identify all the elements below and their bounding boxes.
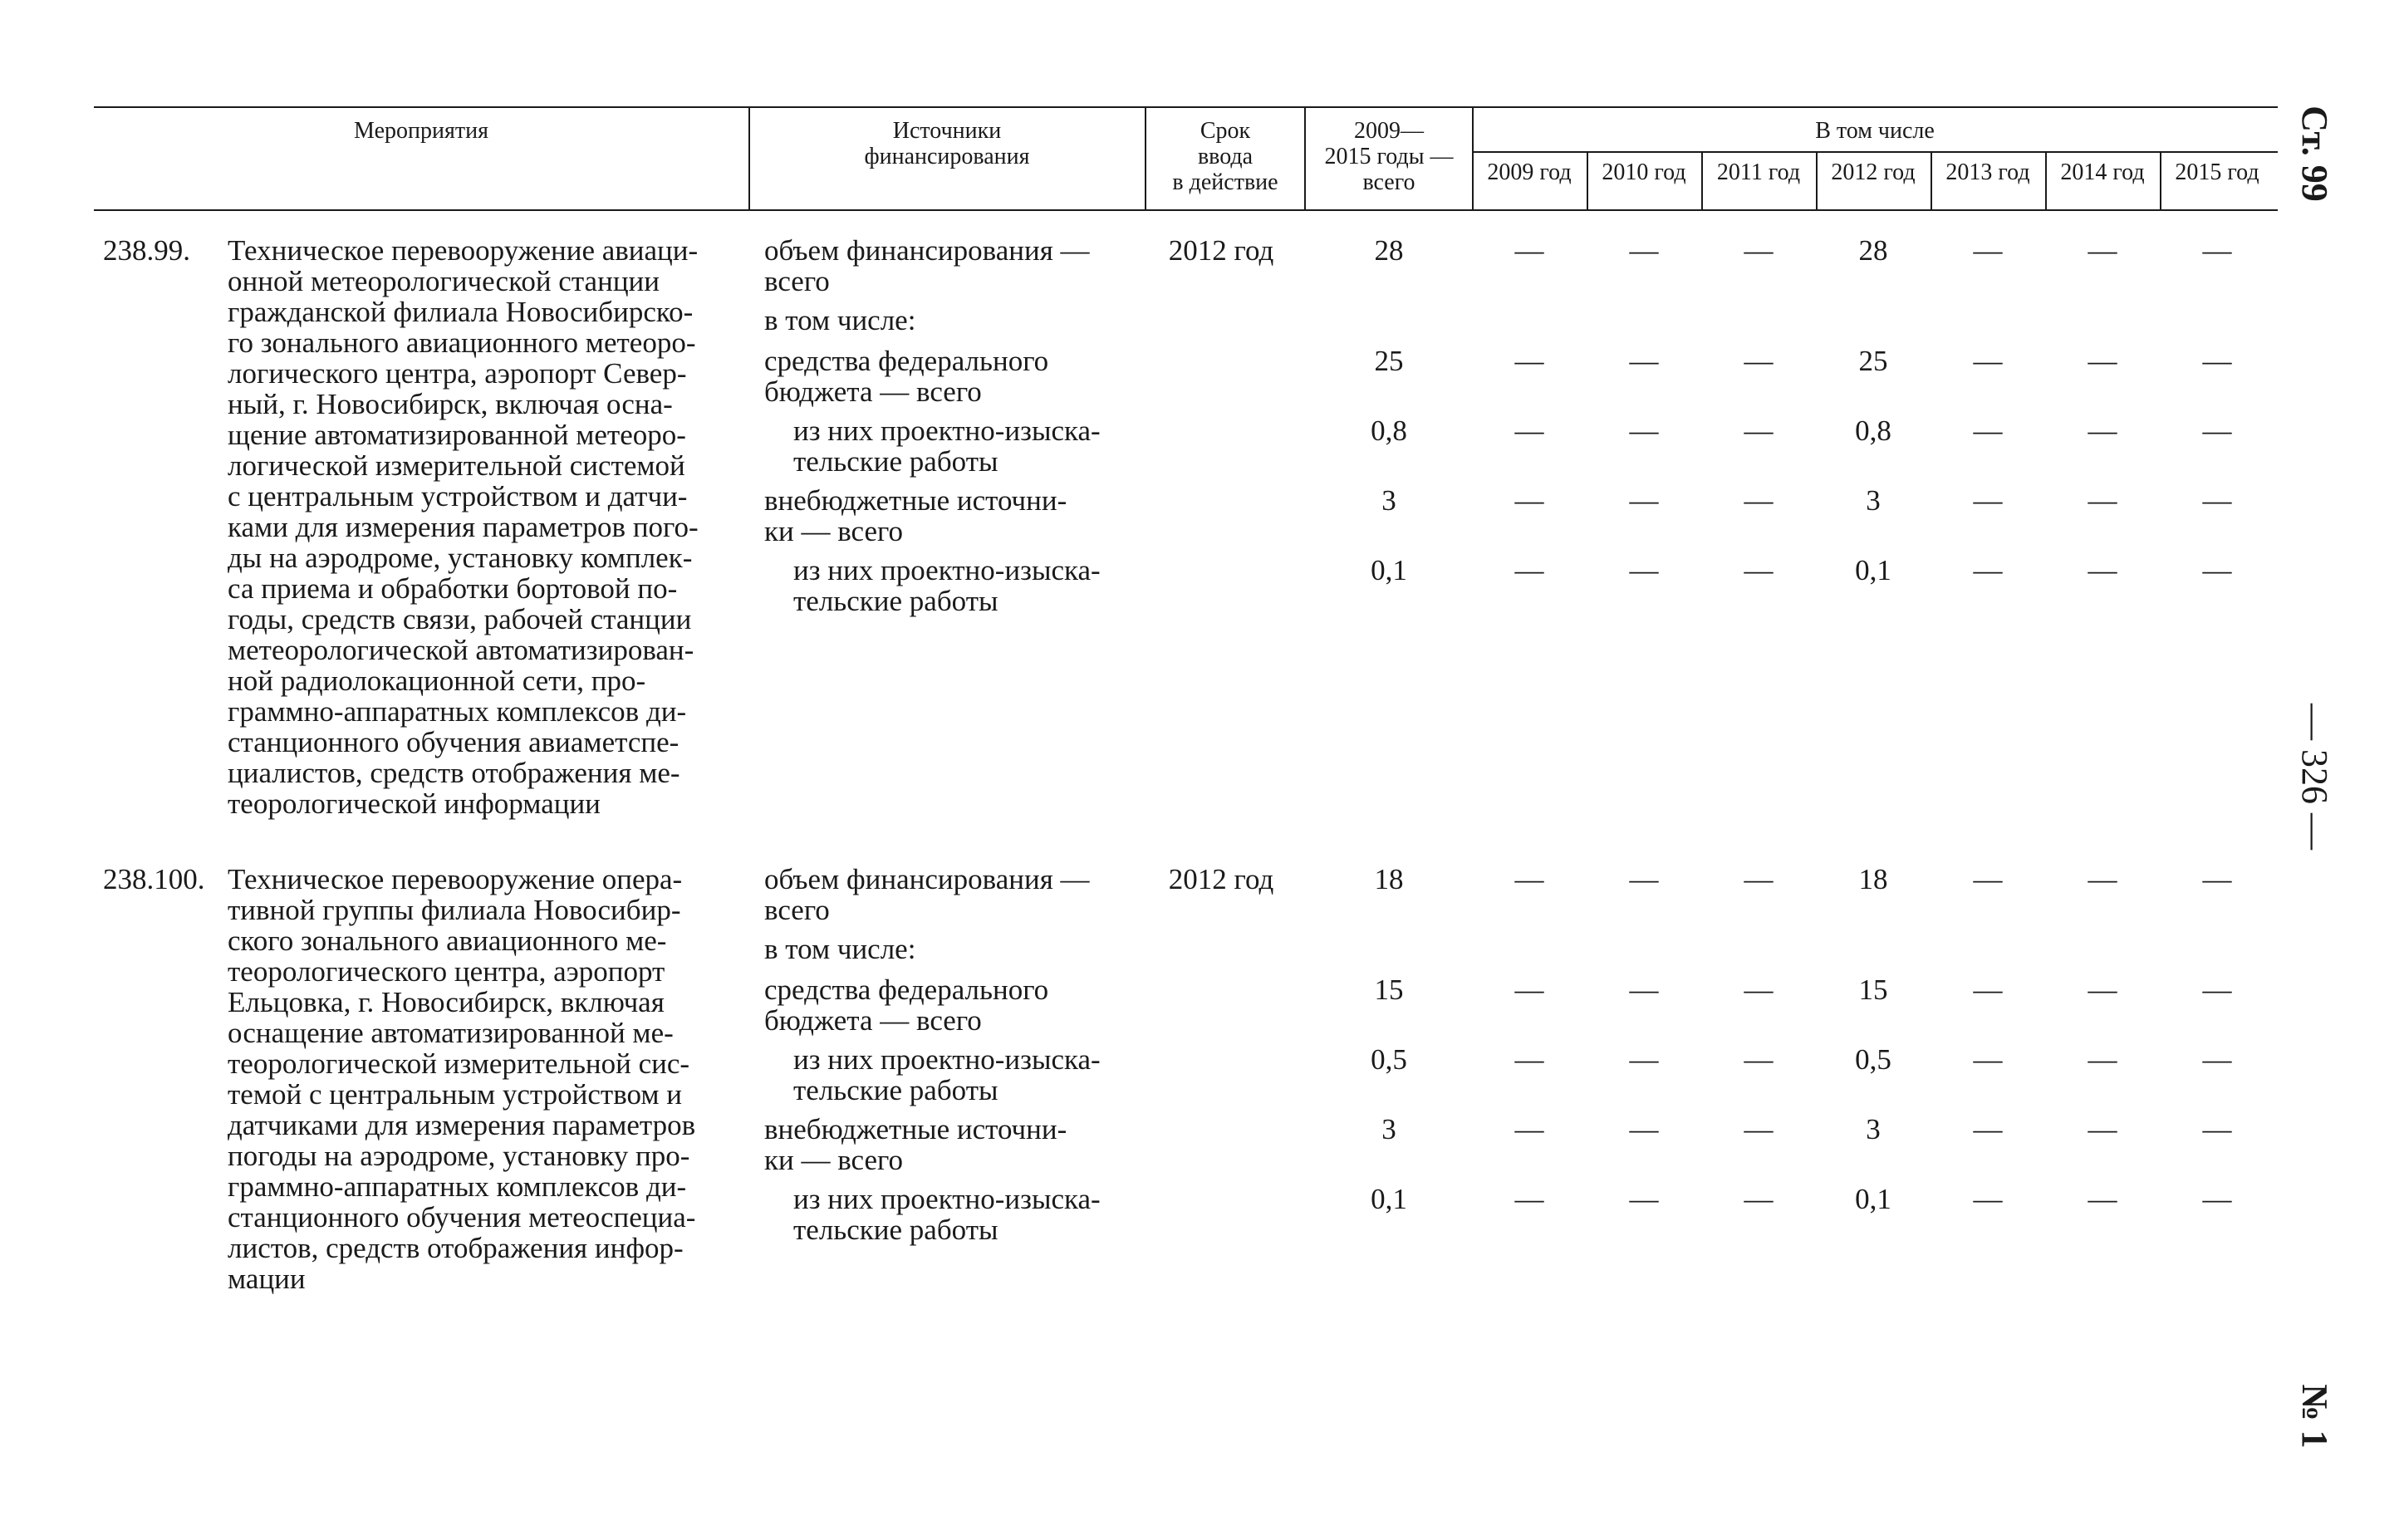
year-value: — [1973,1183,2003,1215]
funding-source: внебюджетные источни- ки — всего [764,1113,1067,1176]
year-value: — [1744,1183,1774,1215]
row-number: 238.99. [103,234,190,267]
year-value: — [2088,1043,2117,1076]
year-value: — [1973,974,2003,1006]
funding-source: из них проектно-изыска- тельские работы [793,554,1101,617]
year-value: — [1744,414,1774,447]
total-value: 25 [1374,345,1404,377]
year-value: — [1629,484,1659,517]
year-value: 0,8 [1855,414,1891,447]
year-value: 25 [1858,345,1888,377]
year-value: — [1744,554,1774,586]
article-number: Ст. 99 [2294,105,2335,202]
row-description: Техническое перевооружение авиаци- онной метеорологической станции гражданской филиала Новосибирско- го зонального авиационного метеоро- логического центра, аэропорт Север- ный, г. Новосибирск, включая осна- щение автоматизированной метеоро- логической измерительной системой с центральным устройством и датчи- ками для измерения параметров пого- ды на аэродроме, установку комплек- са приема и обработки бортовой по- годы, средств связи, рабочей станции метеорологической автоматизирован- ной радиолокационной сети, про- граммно-аппаратных комплексов ди- станционного обучения авиаметспе- циалистов, средств отображения ме- теорологической информации [228,234,699,820]
year-value: — [1744,345,1774,377]
year-value: — [1514,484,1544,517]
year-value: — [1514,1113,1544,1145]
total-value: 3 [1381,484,1396,517]
year-value: — [1973,484,2003,517]
year-value: 0,5 [1855,1043,1891,1076]
year-value: — [1629,345,1659,377]
year-value: — [1514,974,1544,1006]
subheader-rule [1472,151,2278,153]
year-value: — [2202,554,2232,586]
total-value: 18 [1374,863,1404,895]
year-value: — [1973,1043,2003,1076]
year-value: 0,1 [1855,1183,1891,1215]
row-description: Техническое перевооружение опера- тивной группы филиала Новосибир- ского зонального авиационного ме- теорологического центра, аэропорт Ельцовка, г. Новосибирск, включая оснащение автоматизированной ме- теорологической измерительной сис- темой с центральным устройством и датчиками для измерения параметров погоды на аэродроме, установку про- граммно-аппаратных комплексов ди- станционного обучения метеоспециа- листов, средств отображения инфор- мации [228,863,696,1295]
total-value: 0,8 [1371,414,1407,447]
header-year: 2014 год [2060,159,2145,185]
header-year: 2009 год [1487,159,1572,185]
year-value: 28 [1858,234,1888,267]
year-value: — [1629,414,1659,447]
year-value: — [2202,1043,2232,1076]
year-value: — [2088,863,2117,895]
total-value: 0,5 [1371,1043,1407,1076]
table-top-rule [94,106,2278,108]
funding-source: из них проектно-изыска- тельские работы [793,1043,1101,1106]
year-value: — [1973,345,2003,377]
year-value: — [2202,345,2232,377]
year-value: — [2088,554,2117,586]
year-value: — [2088,345,2117,377]
total-value: 0,1 [1371,554,1407,586]
year-value: — [2088,974,2117,1006]
year-value: — [2202,863,2232,895]
header-sources: Источники финансирования [864,118,1030,169]
year-value: — [1514,863,1544,895]
header-year: 2013 год [1945,159,2030,185]
row-deadline: 2012 год [1168,234,1274,267]
year-value: — [1629,234,1659,267]
year-value: — [1744,863,1774,895]
year-value: — [2202,1183,2232,1215]
year-value: — [1744,234,1774,267]
year-value: — [2088,414,2117,447]
funding-source: объем финансирования — всего [764,863,1090,926]
total-value: 3 [1381,1113,1396,1145]
funding-source: из них проектно-изыска- тельские работы [793,1183,1101,1246]
funding-source: объем финансирования — всего [764,234,1090,297]
year-value: — [1629,1183,1659,1215]
year-value: — [1629,974,1659,1006]
year-value: — [2202,484,2232,517]
year-value: — [2088,484,2117,517]
year-value: — [1629,863,1659,895]
year-value: 3 [1866,484,1881,517]
year-value: — [2202,414,2232,447]
year-value: 18 [1858,863,1888,895]
year-value: — [1973,863,2003,895]
issue-number: № 1 [2294,1384,2335,1449]
header-including: В том числе [1815,118,1935,144]
year-value: — [2088,1113,2117,1145]
year-value: — [1973,554,2003,586]
funding-source: средства федерального бюджета — всего [764,345,1049,408]
year-value: — [1744,974,1774,1006]
year-value: — [2202,1113,2232,1145]
year-value: 3 [1866,1113,1881,1145]
header-activities: Мероприятия [354,118,488,144]
total-value: 28 [1374,234,1404,267]
header-year: 2010 год [1602,159,1686,185]
year-value: — [1629,1043,1659,1076]
year-value: — [2088,1183,2117,1215]
row-deadline: 2012 год [1168,863,1274,895]
year-value: — [1514,1183,1544,1215]
year-value: — [1514,414,1544,447]
year-value: — [2202,234,2232,267]
header-bottom-rule [94,209,2278,211]
funding-source: в том числе: [764,933,916,965]
year-value: — [1973,1113,2003,1145]
year-value: — [1514,1043,1544,1076]
year-value: 0,1 [1855,554,1891,586]
year-value: — [1514,345,1544,377]
funding-source: в том числе: [764,304,916,336]
year-value: — [1744,484,1774,517]
funding-source: из них проектно-изыска- тельские работы [793,414,1101,478]
year-value: — [2202,974,2232,1006]
year-value: 15 [1858,974,1888,1006]
year-value: — [1973,414,2003,447]
year-value: — [2088,234,2117,267]
total-value: 15 [1374,974,1404,1006]
year-value: — [1744,1113,1774,1145]
year-value: — [1973,234,2003,267]
header-year: 2015 год [2175,159,2259,185]
funding-source: средства федерального бюджета — всего [764,974,1049,1037]
funding-source: внебюджетные источни- ки — всего [764,484,1067,547]
year-value: — [1514,234,1544,267]
year-value: — [1744,1043,1774,1076]
year-value: — [1629,1113,1659,1145]
row-number: 238.100. [103,863,205,895]
header-year: 2012 год [1831,159,1916,185]
col-divider [748,106,750,211]
page-number: — 326 — [2294,704,2335,850]
total-value: 0,1 [1371,1183,1407,1215]
header-year: 2011 год [1716,159,1801,185]
year-value: — [1629,554,1659,586]
header-deadline: Срок ввода в действие [1172,118,1278,195]
header-total: 2009— 2015 годы — всего [1324,118,1454,195]
year-value: — [1514,554,1544,586]
